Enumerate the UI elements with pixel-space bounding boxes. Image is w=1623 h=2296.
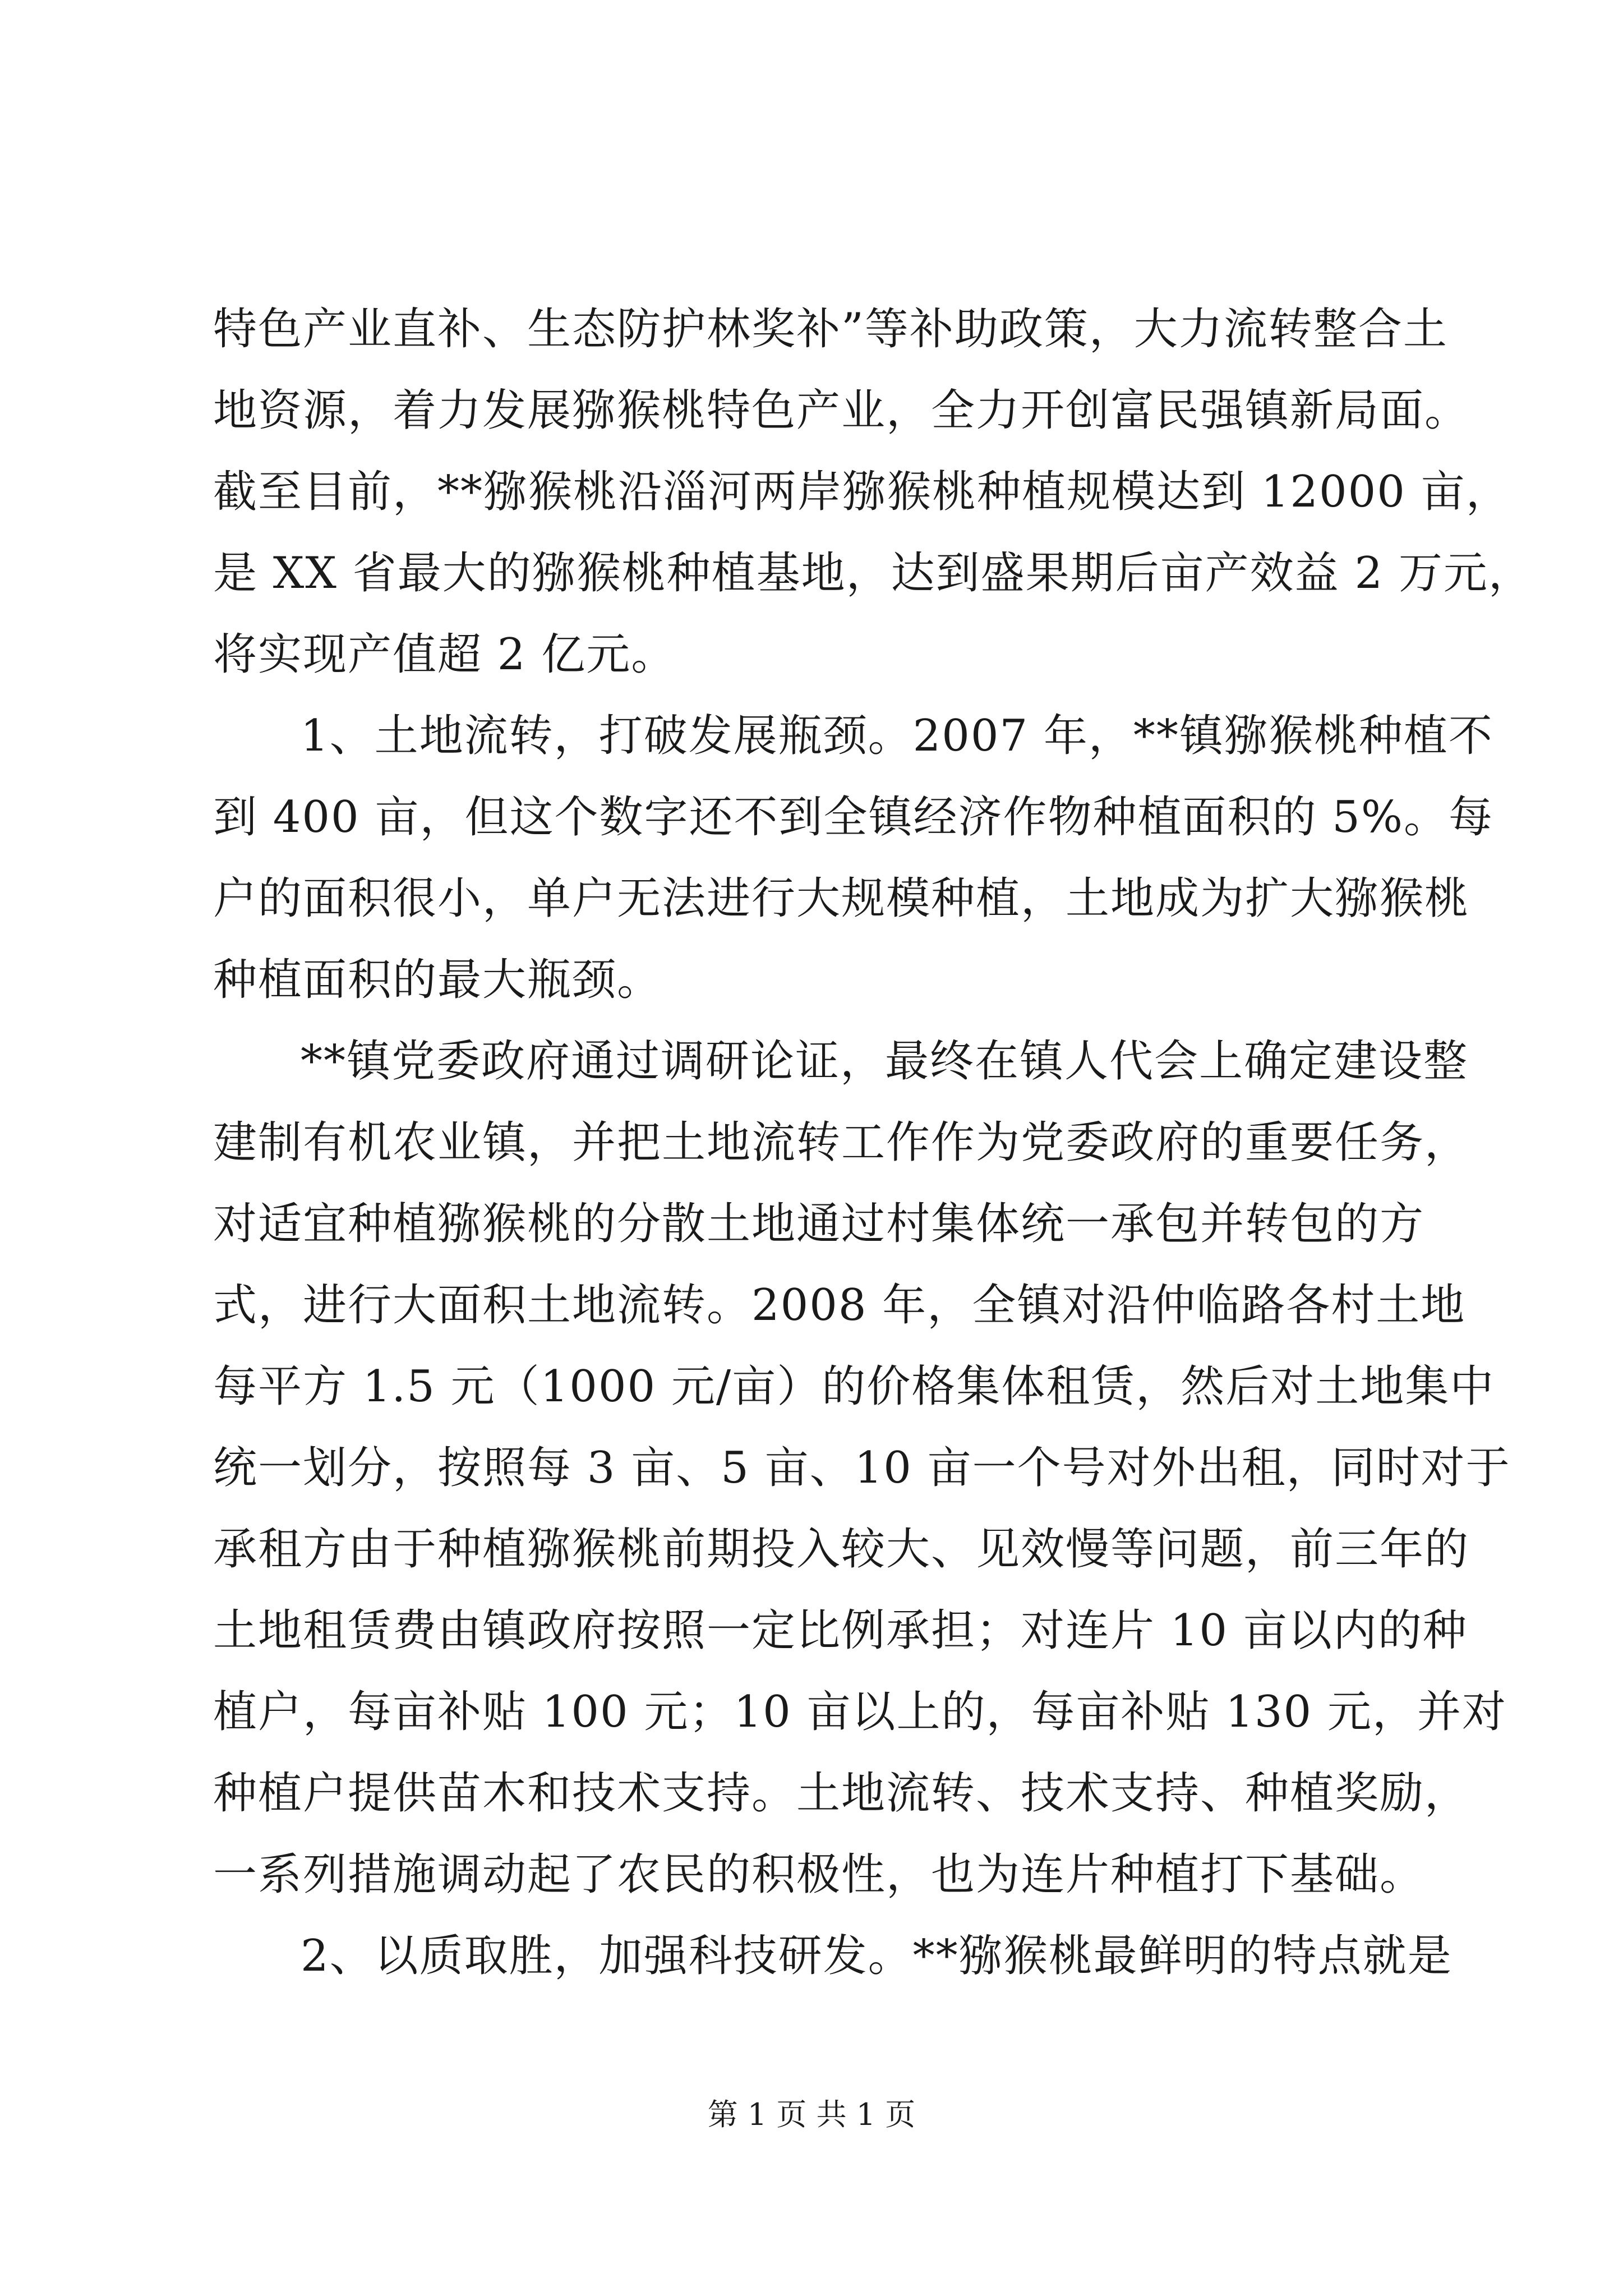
- text-line: 每平方 1.5 元（1000 元/亩）的价格集体租赁，然后对土地集中: [213, 1361, 1495, 1412]
- paragraph-start-line: 1、土地流转，打破发展瓶颈。2007 年，**镇猕猴桃种植不: [301, 711, 1493, 761]
- text-line: 地资源，着力发展猕猴桃特色产业，全力开创富民强镇新局面。: [213, 385, 1470, 436]
- text-line: 是 XX 省最大的猕猴桃种植基地，达到盛果期后亩产效益 2 万元，: [213, 548, 1533, 599]
- text-line: 植户，每亩补贴 100 元；10 亩以上的，每亩补贴 130 元，并对: [213, 1687, 1507, 1737]
- text-line: 种植户提供苗木和技术支持。土地流转、技术支持、种植奖励，: [213, 1768, 1470, 1819]
- page-footer: 第 1 页 共 1 页: [707, 2097, 916, 2132]
- text-line: 式，进行大面积土地流转。2008 年，全镇对沿仲临路各村土地: [213, 1280, 1466, 1331]
- text-line: 户的面积很小，单户无法进行大规模种植，土地成为扩大猕猴桃: [213, 873, 1470, 924]
- text-line: 将实现产值超 2 亿元。: [213, 629, 676, 680]
- paragraph-start-line: 2、以质取胜，加强科技研发。**猕猴桃最鲜明的特点就是: [301, 1931, 1453, 1981]
- text-line: 种植面积的最大瓶颈。: [213, 955, 662, 1005]
- text-line: 截至目前，**猕猴桃沿淄河两岸猕猴桃种植规模达到 12000 亩，: [213, 467, 1511, 517]
- document-body: [213, 289, 1533, 1997]
- text-line: 统一划分，按照每 3 亩、5 亩、10 亩一个号对外出租，同时对于: [213, 1443, 1511, 1493]
- text-line: 建制有机农业镇，并把土地流转工作作为党委政府的重要任务，: [213, 1117, 1470, 1168]
- text-line: 一系列措施调动起了农民的积极性，也为连片种植打下基础。: [213, 1849, 1425, 1900]
- text-line: 承租方由于种植猕猴桃前期投入较大、见效慢等问题，前三年的: [213, 1524, 1470, 1575]
- text-line: 土地租赁费由镇政府按照一定比例承担；对连片 10 亩以内的种: [213, 1605, 1468, 1656]
- paragraph-start-line: **镇党委政府通过调研论证，最终在镇人代会上确定建设整: [301, 1036, 1469, 1087]
- text-line: 到 400 亩，但这个数字还不到全镇经济作物种植面积的 5%。每: [213, 792, 1494, 843]
- text-line: 对适宜种植猕猴桃的分散土地通过村集体统一承包并转包的方: [213, 1199, 1425, 1249]
- text-line: 特色产业直补、生态防护林奖补”等补助政策，大力流转整合土: [213, 304, 1448, 355]
